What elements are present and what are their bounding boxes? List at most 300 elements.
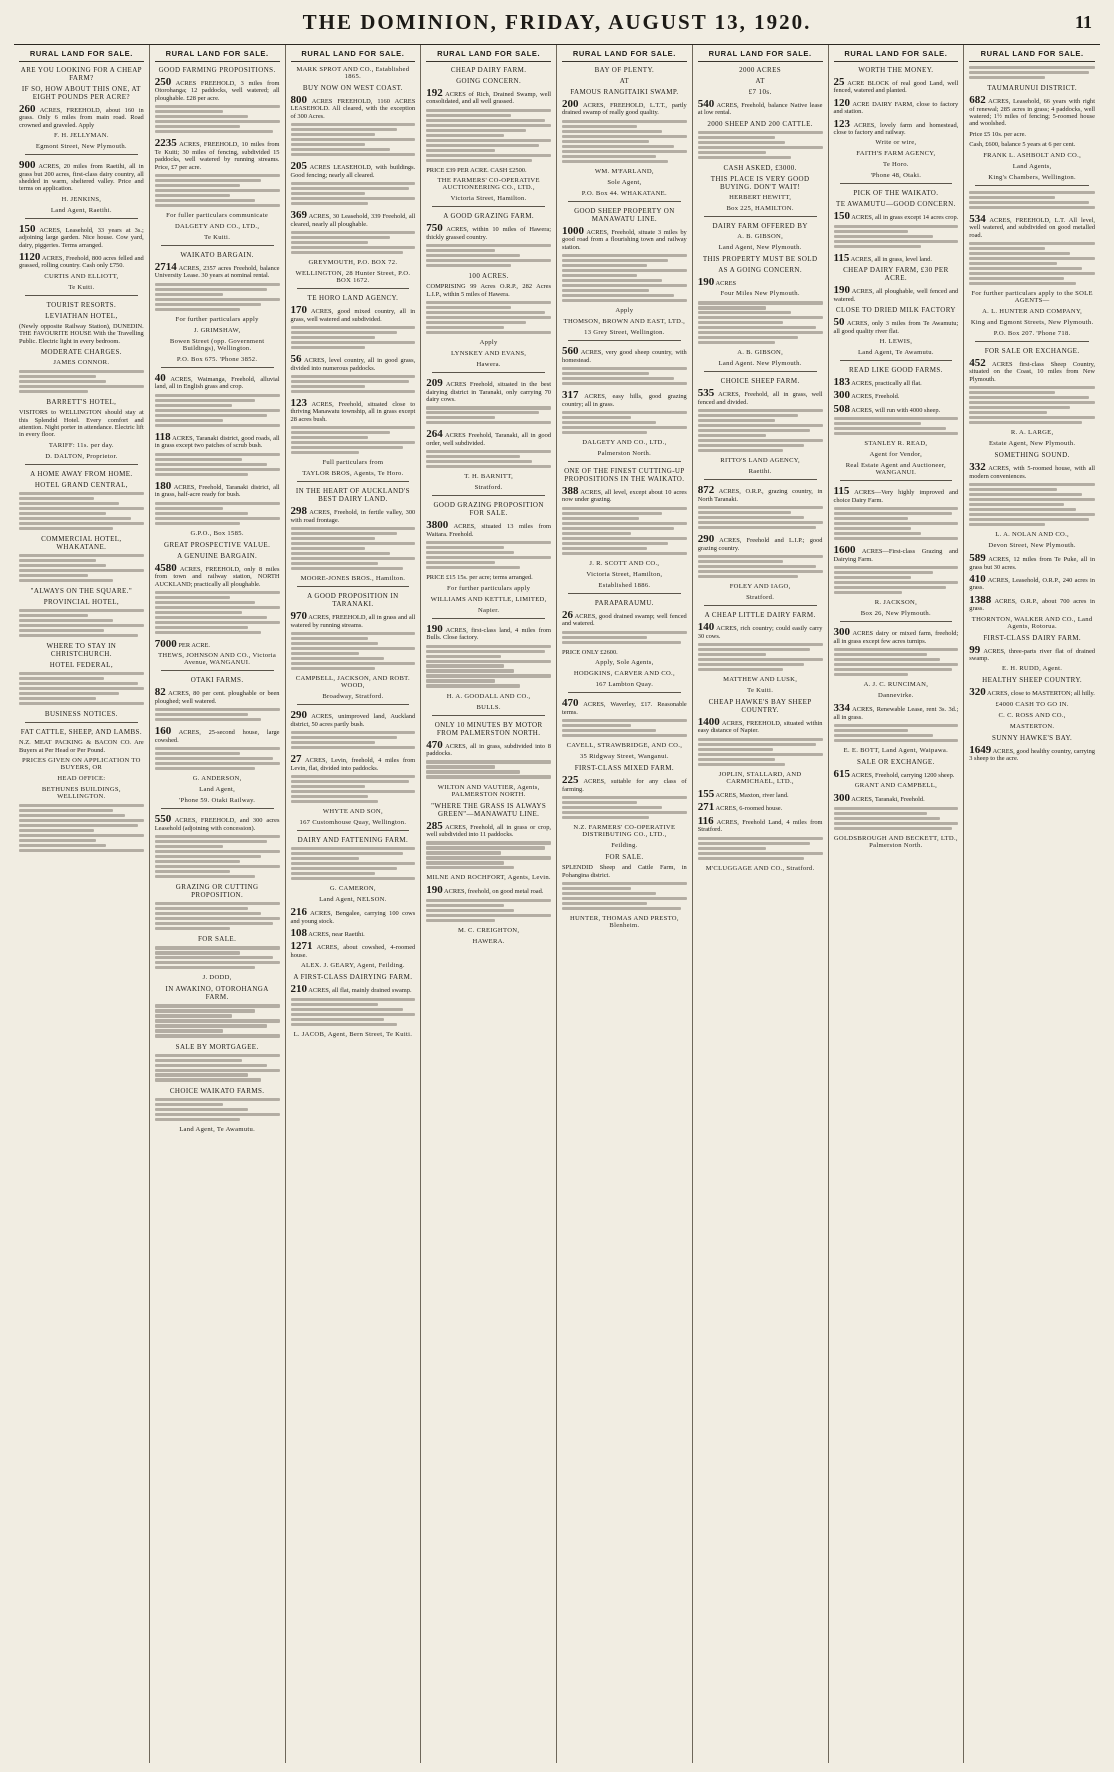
- body-text-lines: [834, 417, 959, 435]
- ad-text: ACRES, Taranaki district, good roads, all in grass except two patches of scrub bush.: [154, 434, 280, 450]
- text-line: [426, 866, 513, 869]
- text-line: [969, 196, 1055, 199]
- ad-text: PRICE £39 PER ACRE. CASH £2500.: [426, 166, 527, 174]
- ad-acreage: 260: [19, 103, 36, 115]
- column-8: [964, 45, 1100, 1763]
- text-line: [426, 124, 551, 127]
- text-line: [19, 849, 144, 852]
- ad-acreage: 317: [562, 389, 579, 402]
- body-text-lines: [426, 301, 551, 334]
- body-text-lines: [834, 225, 959, 248]
- divider-rule: [432, 618, 545, 619]
- text-line: [698, 521, 823, 524]
- text-line: [426, 551, 513, 554]
- body-text-lines: [155, 502, 280, 525]
- ad-acreage: 56: [290, 353, 302, 366]
- ad-acreage: 115: [833, 485, 850, 498]
- ad-signature: 'Phone 48, Otaki.: [870, 172, 922, 180]
- text-line: [562, 719, 687, 722]
- text-line: [155, 1098, 280, 1101]
- text-line: [291, 642, 378, 645]
- ad-text: ACRES, all in grass, subdivided into 8 paddocks.: [426, 742, 551, 758]
- ad-text: ACRES, first-class land, 4 miles from Bulls. Close factory.: [426, 626, 552, 642]
- text-line: [155, 184, 240, 187]
- ad-text: ACRES, about cowshed, 4-roomed house.: [290, 944, 416, 959]
- ad-signature: WHYTE AND SON,: [322, 808, 383, 816]
- text-line: [698, 429, 810, 432]
- divider-rule: [161, 670, 274, 671]
- ad-text: ACRES Freehold, Taranaki, all in good order, well subdivided.: [426, 432, 551, 447]
- text-line: [155, 601, 255, 604]
- classified-ad: [562, 649, 687, 656]
- ad-text: ACRES, practically all flat.: [851, 380, 922, 387]
- ad-signature: Four Miles New Plymouth.: [720, 290, 800, 298]
- divider-rule: [568, 593, 681, 594]
- ad-text: ACRES, good mixed country, all in grass, well watered and subdivided.: [290, 308, 416, 323]
- body-text-lines: [426, 450, 551, 468]
- text-line: [291, 852, 403, 855]
- text-line: [155, 404, 232, 407]
- text-line: [155, 293, 224, 296]
- text-line: [155, 718, 261, 721]
- text-line: [19, 692, 119, 695]
- body-text-lines: [155, 1054, 280, 1082]
- text-line: [291, 202, 368, 205]
- text-line: [155, 922, 274, 925]
- text-line: [969, 396, 1088, 399]
- body-text-lines: [426, 406, 551, 424]
- text-line: [291, 532, 397, 535]
- body-text-lines: [19, 370, 144, 393]
- ad-signature: Devon Street, New Plymouth.: [988, 542, 1076, 550]
- text-line: [562, 552, 687, 555]
- ad-headline: BUSINESS NOTICES.: [44, 710, 118, 719]
- divider-rule: [840, 360, 953, 361]
- text-line: [19, 380, 106, 383]
- text-line: [426, 674, 551, 677]
- text-line: [562, 532, 631, 535]
- body-text-lines: [698, 506, 823, 529]
- text-line: [426, 331, 551, 334]
- ad-signature: Box 26, New Plymouth.: [860, 610, 931, 618]
- text-line: [698, 658, 823, 661]
- text-line: [291, 652, 360, 655]
- text-line: [426, 421, 551, 424]
- ad-text: ACRE BLOCK of real good Land, well fenced, watered and planted.: [833, 80, 959, 95]
- classified-ad: [834, 486, 959, 504]
- ad-acreage: 82: [154, 686, 166, 699]
- column-4: [421, 45, 557, 1763]
- body-text-lines: [19, 804, 144, 852]
- text-line: [291, 148, 391, 151]
- ad-text: ACRES, Bengalee, carrying 100 cows and young stock.: [290, 910, 416, 925]
- ad-signature: 'Phone 59. Otaki Railway.: [179, 797, 256, 805]
- text-line: [291, 857, 360, 860]
- text-line: [155, 855, 261, 858]
- text-line: [155, 512, 249, 515]
- ad-acreage: 115: [833, 251, 850, 264]
- ad-signature: HODGKINS, CARVER AND CO.,: [573, 670, 675, 678]
- text-line: [291, 326, 416, 329]
- ad-headline: LEVIATHAN HOTEL,: [45, 311, 118, 320]
- body-text-lines: [19, 672, 144, 705]
- ad-signature: MATTHEW AND LUSK,: [723, 676, 798, 684]
- classified-ad: [291, 506, 416, 524]
- text-line: [19, 564, 106, 567]
- text-line: [155, 1004, 280, 1007]
- ad-headline: ARE YOU LOOKING FOR A CHEAP FARM?: [20, 66, 142, 82]
- ad-text: ACRES, 20 miles from Raetihi, all in grass but 200 acres, first-class dairy country, all shedded in warm, sheltered valley. Price and terms on application.: [19, 163, 144, 193]
- ad-acreage: 320: [969, 686, 986, 699]
- text-line: [562, 522, 687, 525]
- text-line: [426, 154, 551, 157]
- classified-ad: [969, 214, 1095, 239]
- classified-ad: [291, 398, 416, 423]
- body-text-lines: [562, 367, 687, 385]
- text-line: [155, 468, 280, 471]
- divider-rule: [975, 185, 1089, 186]
- text-line: [155, 946, 280, 949]
- ad-signature: J. DODD,: [202, 974, 232, 982]
- ad-headline: FAMOUS RANGITAIKI SWAMP.: [570, 88, 679, 96]
- text-line: [155, 394, 280, 397]
- text-line: [834, 729, 909, 732]
- ad-text: SPLENDID Sheep and Cattle Farm, in Pohangina district.: [562, 864, 687, 879]
- text-line: [698, 136, 775, 139]
- ad-headline: CHOICE SHEEP FARM.: [720, 377, 800, 386]
- ad-headline: WAIKATO BARGAIN.: [180, 251, 254, 260]
- column-3: [286, 45, 422, 1763]
- ad-signature: For further particulars apply to the SOLE AGENTS—: [971, 290, 1093, 305]
- text-line: [698, 141, 785, 144]
- text-line: [698, 555, 823, 558]
- text-line: [426, 561, 495, 564]
- ad-text: ACRES, O.R.P., about 700 acres in grass.: [969, 597, 1095, 613]
- text-line: [698, 753, 823, 756]
- ad-headline: TAUMARUNUI DISTRICT.: [987, 84, 1077, 93]
- ad-text: ACRES, Freehold, in fertile valley, 300 with road frontage.: [290, 509, 416, 524]
- ad-headline: FOR SALE.: [198, 935, 237, 944]
- text-line: [969, 411, 1047, 414]
- classified-ad: [834, 317, 959, 335]
- text-line: [155, 1113, 280, 1116]
- text-line: [155, 752, 240, 755]
- text-line: [426, 249, 495, 252]
- text-line: [155, 1014, 232, 1017]
- ad-text: ACRES, three-parts river flat of drained swamp.: [969, 647, 1096, 663]
- text-line: [291, 1013, 416, 1016]
- text-line: [19, 522, 144, 525]
- ad-headline: GRAZING OR CUTTING PROPOSITION.: [175, 883, 259, 900]
- body-text-lines: [562, 796, 687, 819]
- ad-headline: BAY OF PLENTY.: [594, 66, 655, 74]
- body-text-lines: [562, 507, 687, 555]
- ad-acreage: 150: [19, 222, 36, 235]
- ad-acreage: 140: [697, 621, 715, 634]
- text-line: [291, 557, 416, 560]
- ad-acreage: 264: [426, 428, 443, 441]
- body-text-lines: [291, 731, 416, 749]
- ad-text: ACRES, rich country; could easily carry 30 cows.: [697, 625, 823, 640]
- ad-headline: 2000 SHEEP AND 200 CATTLE.: [707, 119, 813, 128]
- text-line: [155, 283, 280, 286]
- text-line: [426, 159, 532, 162]
- text-line: [155, 120, 280, 123]
- ad-acreage: 589: [969, 552, 986, 565]
- ad-text: ACRES, 80 per cent. ploughable or been ploughed; well watered.: [154, 690, 280, 705]
- ad-signature: Full particulars from: [322, 459, 384, 467]
- classified-ad: [291, 161, 416, 179]
- text-line: [155, 747, 280, 750]
- ad-signature: Feilding.: [611, 842, 638, 850]
- ad-text: ACRES, FREEHOLD, all in grass and all watered by running streams.: [290, 614, 416, 629]
- text-line: [562, 382, 687, 385]
- divider-rule: [161, 808, 274, 809]
- divider-rule: [161, 245, 274, 246]
- classified-ad: [291, 95, 416, 120]
- ad-signature: For fuller particulars communicate: [166, 212, 269, 220]
- ad-signature: WM. M'FARLAND,: [594, 167, 654, 175]
- text-line: [291, 862, 416, 865]
- ad-signature: TAYLOR BROS, Agents, Te Horo.: [302, 470, 404, 478]
- text-line: [698, 336, 798, 339]
- text-line: [155, 927, 230, 930]
- ad-text: ACRES, O.R.P., grazing country, in North Taranaki.: [697, 488, 823, 503]
- divider-rule: [25, 154, 138, 155]
- ad-signature: MARK SPROT AND CO., Established 1865.: [296, 66, 410, 80]
- column-heading: RURAL LAND FOR SALE.: [698, 49, 823, 62]
- ad-signature: M. C. CREIGHTON,: [457, 927, 520, 935]
- text-line: [698, 653, 767, 656]
- text-line: [291, 390, 416, 393]
- ad-signature: FRANK L. ASHBOLT AND CO.,: [983, 151, 1082, 159]
- classified-ad: [291, 305, 416, 323]
- text-line: [834, 648, 959, 651]
- text-line: [969, 391, 1055, 394]
- text-line: [698, 511, 792, 514]
- ad-acreage: 118: [154, 430, 171, 443]
- text-line: [426, 149, 495, 152]
- ad-signature: T. H. BARNITT,: [464, 473, 514, 481]
- text-line: [155, 591, 280, 594]
- ad-signature: P.O. Box 675. 'Phone 3852.: [176, 355, 258, 363]
- ad-text: ACRES Freehold, situated in the best dairying district in Taranaki, only carrying 70 dairy cows.: [426, 381, 551, 403]
- body-text-lines: [426, 244, 551, 267]
- text-line: [155, 204, 280, 207]
- divider-rule: [704, 605, 817, 606]
- ad-text: ACRES, suitable for any class of farming.: [562, 778, 687, 793]
- ad-signature: H. JENKINS,: [61, 195, 102, 203]
- ad-headline: SALE OR EXCHANGE.: [856, 758, 935, 767]
- text-line: [155, 966, 255, 969]
- text-line: [155, 845, 224, 848]
- text-line: [155, 424, 280, 427]
- text-line: [698, 131, 823, 134]
- classified-ad: [155, 726, 280, 744]
- ad-signature: GRANT AND CAMPBELL,: [854, 782, 938, 790]
- classified-ad: [698, 485, 823, 503]
- body-text-lines: [291, 775, 416, 803]
- ad-headline: A GOOD GRAZING FARM.: [443, 212, 534, 221]
- ad-text: ACRES, Taranaki, Freehold.: [851, 796, 925, 804]
- ad-signature: WILTON AND VAUTIER, Agents, PALMERSTON NORTH.: [437, 783, 540, 798]
- text-line: [155, 1108, 249, 1111]
- text-line: [291, 236, 391, 239]
- ad-acreage: 615: [833, 768, 850, 781]
- ad-acreage: 190: [426, 622, 443, 635]
- text-line: [969, 406, 1070, 409]
- ad-acreage: 108: [290, 926, 307, 939]
- text-line: [19, 672, 144, 675]
- text-line: [19, 527, 113, 530]
- ad-headline: GOOD FARMING PROPOSITIONS.: [158, 66, 276, 74]
- ad-signature: £4000 CASH TO GO IN.: [995, 700, 1069, 708]
- body-text-lines: [698, 837, 823, 860]
- ad-headline: HOTEL FEDERAL,: [49, 661, 114, 670]
- text-line: [969, 66, 1095, 69]
- text-line: [19, 512, 106, 515]
- text-line: [834, 537, 959, 540]
- text-line: [562, 796, 687, 799]
- text-line: [698, 326, 817, 329]
- classified-ad: [969, 745, 1095, 763]
- ad-headline: FOR SALE OR EXCHANGE.: [984, 347, 1080, 356]
- text-line: [291, 542, 416, 545]
- divider-rule: [840, 621, 953, 622]
- ad-acreage: 271: [697, 801, 715, 814]
- text-line: [291, 746, 416, 749]
- text-line: [426, 134, 503, 137]
- body-text-lines: [155, 1098, 280, 1121]
- text-line: [155, 757, 274, 760]
- ad-signature: King and Egmont Streets, New Plymouth.: [970, 319, 1094, 327]
- ad-signature: PRICES GIVEN ON APPLICATION TO BUYERS, OR: [22, 757, 141, 772]
- text-line: [834, 576, 911, 579]
- text-line: [155, 174, 280, 177]
- text-line: [969, 257, 1095, 260]
- ad-acreage: 1400: [697, 716, 720, 729]
- text-line: [698, 449, 783, 452]
- text-line: [155, 414, 267, 417]
- text-line: [426, 326, 503, 329]
- text-line: [291, 872, 376, 875]
- ad-acreage: 970: [290, 610, 307, 623]
- ad-signature: Stratford.: [474, 484, 503, 492]
- ad-signature: H. A. GOODALL AND CO.,: [446, 692, 531, 700]
- text-line: [834, 417, 959, 420]
- ad-headline: 100 ACRES.: [468, 272, 509, 281]
- ad-acreage: 25: [833, 76, 845, 88]
- ad-text: PER ACRE.: [178, 642, 210, 650]
- text-line: [426, 144, 538, 147]
- ad-acreage: 3800: [426, 519, 449, 532]
- text-line: [426, 316, 551, 319]
- ad-signature: THOMSON, BROWN AND EAST, LTD.,: [563, 318, 686, 326]
- text-line: [155, 194, 230, 197]
- text-line: [698, 331, 823, 334]
- ad-text: N.Z. MEAT PACKING & BACON CO. Are Buyers at Per Head or Per Pound.: [19, 739, 144, 754]
- ad-headline: AT: [619, 77, 630, 85]
- ad-signature: BULLS.: [476, 703, 501, 711]
- classified-ad: [426, 885, 551, 895]
- text-line: [291, 662, 416, 665]
- ad-text: ACRES, 12 miles from Te Puke, all in grass but 30 acres.: [969, 556, 1096, 571]
- text-line: [291, 431, 391, 434]
- text-line: [155, 616, 267, 619]
- text-line: [426, 406, 551, 409]
- text-line: [155, 606, 280, 609]
- ad-signature: CURTIS AND ELLIOTT,: [44, 272, 119, 280]
- masthead-title: THE DOMINION, FRIDAY, AUGUST 13, 1920.: [302, 10, 812, 34]
- text-line: [426, 306, 511, 309]
- text-line: [834, 245, 921, 248]
- classified-ad: [969, 131, 1095, 138]
- ad-signature: JOPLIN, STALLARD, AND CARMICHAEL, LTD.,: [718, 770, 802, 785]
- text-line: [698, 758, 775, 761]
- classified-ad: [698, 622, 823, 640]
- text-line: [155, 1024, 267, 1027]
- text-line: [155, 179, 261, 182]
- text-line: [969, 247, 1044, 250]
- classified-ad: [698, 388, 823, 406]
- body-text-lines: [698, 409, 823, 452]
- ad-acreage: 332: [969, 461, 986, 474]
- text-line: [834, 427, 946, 430]
- body-text-lines: [155, 835, 280, 878]
- text-line: [19, 502, 119, 505]
- ad-headline: FOR SALE.: [605, 853, 644, 862]
- text-line: [834, 517, 909, 520]
- text-line: [155, 473, 249, 476]
- ad-acreage: 150: [833, 210, 850, 223]
- text-line: [155, 130, 274, 133]
- text-line: [698, 643, 823, 646]
- ad-acreage: 452: [969, 357, 986, 370]
- classified-ad: [426, 821, 551, 839]
- classified-ad: [698, 99, 823, 117]
- ad-headline: READ LIKE GOOD FARMS.: [848, 366, 943, 374]
- column-2: [150, 45, 286, 1763]
- text-line: [426, 899, 551, 902]
- text-line: [19, 579, 113, 582]
- text-line: [291, 800, 378, 803]
- ad-headline: CASH ASKED, £3000.: [723, 163, 797, 172]
- text-line: [698, 763, 785, 766]
- text-line: [834, 571, 934, 574]
- ad-signature: Dannevirke.: [878, 692, 914, 700]
- ad-signature: A. B. GIBSON,: [737, 349, 784, 357]
- text-line: [562, 254, 687, 257]
- ad-acreage: 190: [833, 284, 850, 297]
- text-line: [698, 424, 823, 427]
- text-line: [291, 123, 416, 126]
- ad-headline: HEALTHY SHEEP COUNTRY.: [982, 676, 1083, 685]
- ad-text: ACRES, FREEHOLD, L.T.T., partly drained swamp of really good quality.: [562, 102, 687, 117]
- text-line: [291, 790, 416, 793]
- ad-signature: C. C. ROSS AND CO.,: [998, 711, 1066, 719]
- ad-acreage: 872: [697, 484, 715, 497]
- ad-acreage: 369: [290, 209, 307, 222]
- text-line: [426, 664, 503, 667]
- text-line: [155, 850, 280, 853]
- ad-signature: Land Agent, New Plymouth.: [718, 243, 802, 251]
- classified-ad: [155, 563, 280, 588]
- text-line: [834, 724, 959, 727]
- text-line: [562, 421, 656, 424]
- ad-signature: G. CAMERON,: [329, 885, 376, 893]
- text-line: [155, 105, 280, 108]
- text-line: [426, 655, 501, 658]
